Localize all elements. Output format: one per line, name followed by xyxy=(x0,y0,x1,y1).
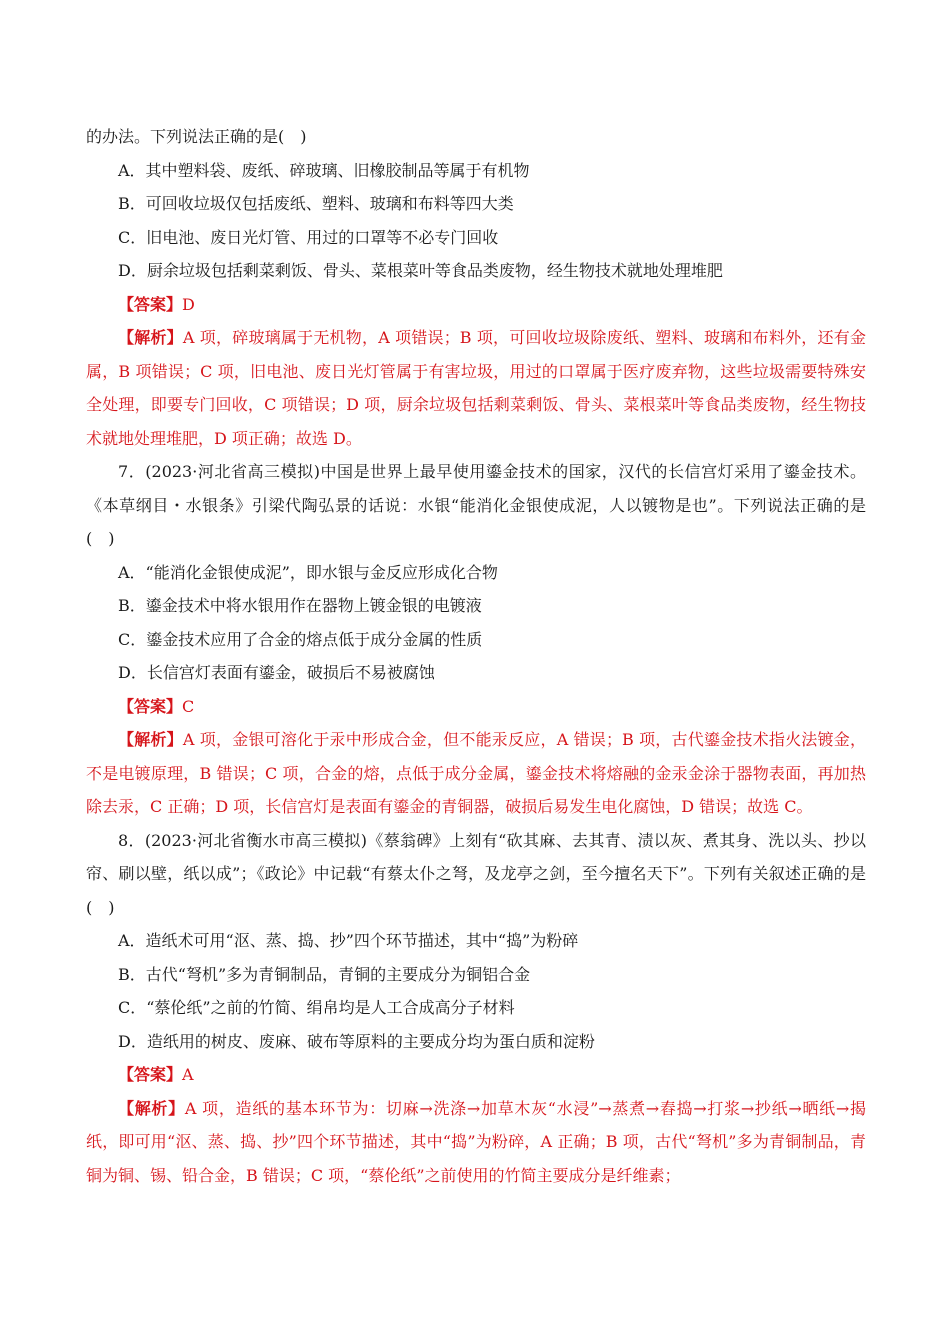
q8-answer xyxy=(86,1058,866,1092)
q8-analysis-text: A 项，造纸的基本环节为：切麻→洗涤→加草木灰“水浸”→蒸煮→舂捣→打浆→抄纸→晒纸→揭纸，即可用“沤、蒸、捣、抄”四个环节描述，其中“捣”为粉碎，A 正确；B 项，古代“弩机”多为青铜制品，青铜为铜、锡、铅合金，B 错误；C 项，“蔡伦纸”之前使用的竹简主要成分是纤维素； xyxy=(86,1098,866,1185)
document-content xyxy=(86,120,866,1192)
q7-answer-value: C xyxy=(182,696,195,716)
q8-analysis xyxy=(86,1092,866,1193)
q6-answer xyxy=(86,288,866,322)
q8-option-b: B．古代“弩机”多为青铜制品，青铜的主要成分为铜铝合金 xyxy=(118,964,531,984)
q6-stem-tail: 的办法。下列说法正确的是( ) xyxy=(86,127,307,146)
q7-answer-label: 【答案】 xyxy=(118,696,183,716)
q7-option-d: D．长信宫灯表面有鎏金，破损后不易被腐蚀 xyxy=(118,663,435,682)
q6-analysis-label: 【解析】 xyxy=(118,328,183,347)
q8-stem: 8．(2023·河北省衡水市高三模拟)《蔡翁碑》上刻有“砍其麻、去其青、渍以灰、煮其身、洗以头、抄以帘、刷以壁，纸以成”；《政论》中记载“有蔡太仆之弩，及龙亭之剑，至今擅名天下”。下列有关叙述正确的是( ) xyxy=(86,830,866,917)
q8-option-a: A．造纸术可用“沤、蒸、捣、抄”四个环节描述，其中“捣”为粉碎 xyxy=(118,931,579,950)
q6-answer-label: 【答案】 xyxy=(118,294,183,314)
q8-answer-label: 【答案】 xyxy=(118,1065,183,1084)
q6-answer-value: D xyxy=(182,294,195,314)
q6-option-d: D．厨余垃圾包括剩菜剩饭、骨头、菜根菜叶等食品类废物，经生物技术就地处理堆肥 xyxy=(118,261,723,280)
q7-analysis-text: A 项，金银可溶化于汞中形成合金，但不能汞反应，A 错误；B 项，古代鎏金技术指火法镀金，不是电镀原理，B 错误；C 项，合金的熔，点低于成分金属，鎏金技术将熔融的金汞金涂于器物表面，再加热除去汞，C 正确；D 项，长信宫灯是表面有鎏金的青铜器，破损后易发生电化腐蚀，D 错误；故选 C。 xyxy=(86,730,866,816)
q6-analysis-text: A 项，碎玻璃属于无机物，A 项错误；B 项，可回收垃圾除废纸、塑料、玻璃和布料外，还有金属，B 项错误；C 项，旧电池、废日光灯管属于有害垃圾，用过的口罩属于医疗废弃物，这些垃圾需要特殊安全处理，即要专门回收，C 项错误；D 项，厨余垃圾包括剩菜剩饭、骨头、菜根菜叶等食品类废物，经生物技术就地处理堆肥，D 项正确；故选 D。 xyxy=(86,328,866,448)
q7-analysis xyxy=(86,723,866,824)
q7-option-a: A．“能消化金银使成泥”，即水银与金反应形成化合物 xyxy=(118,562,498,582)
q8-answer-value: A xyxy=(182,1065,194,1084)
q8-analysis-label: 【解析】 xyxy=(118,1098,185,1118)
q8-option-d: D．造纸用的树皮、废麻、破布等原料的主要成分均为蛋白质和淀粉 xyxy=(118,1031,595,1051)
q7-option-b: B．鎏金技术中将水银用作在器物上镀金银的电镀液 xyxy=(118,596,482,615)
q6-option-b: B．可回收垃圾仅包括废纸、塑料、玻璃和布料等四大类 xyxy=(118,194,514,213)
q7-option-c: C．鎏金技术应用了合金的熔点低于成分金属的性质 xyxy=(118,629,483,649)
q6-option-a: A．其中塑料袋、废纸、碎玻璃、旧橡胶制品等属于有机物 xyxy=(118,160,530,180)
q7-analysis-label: 【解析】 xyxy=(118,730,183,749)
q7-stem: 7．(2023·河北省高三模拟)中国是世界上最早使用鎏金技术的国家，汉代的长信宫灯采用了鎏金技术。《本草纲目・水银条》引梁代陶弘景的话说：水银“能消化金银使成泥，人以镀物是也”。下列说法正确的是( ) xyxy=(86,462,866,548)
q6-option-c: C．旧电池、废日光灯管、用过的口罩等不必专门回收 xyxy=(118,227,499,247)
q7-answer xyxy=(86,690,866,724)
q6-analysis xyxy=(86,321,866,455)
q8-option-c: C．“蔡伦纸”之前的竹简、绢帛均是人工合成高分子材料 xyxy=(118,998,515,1017)
